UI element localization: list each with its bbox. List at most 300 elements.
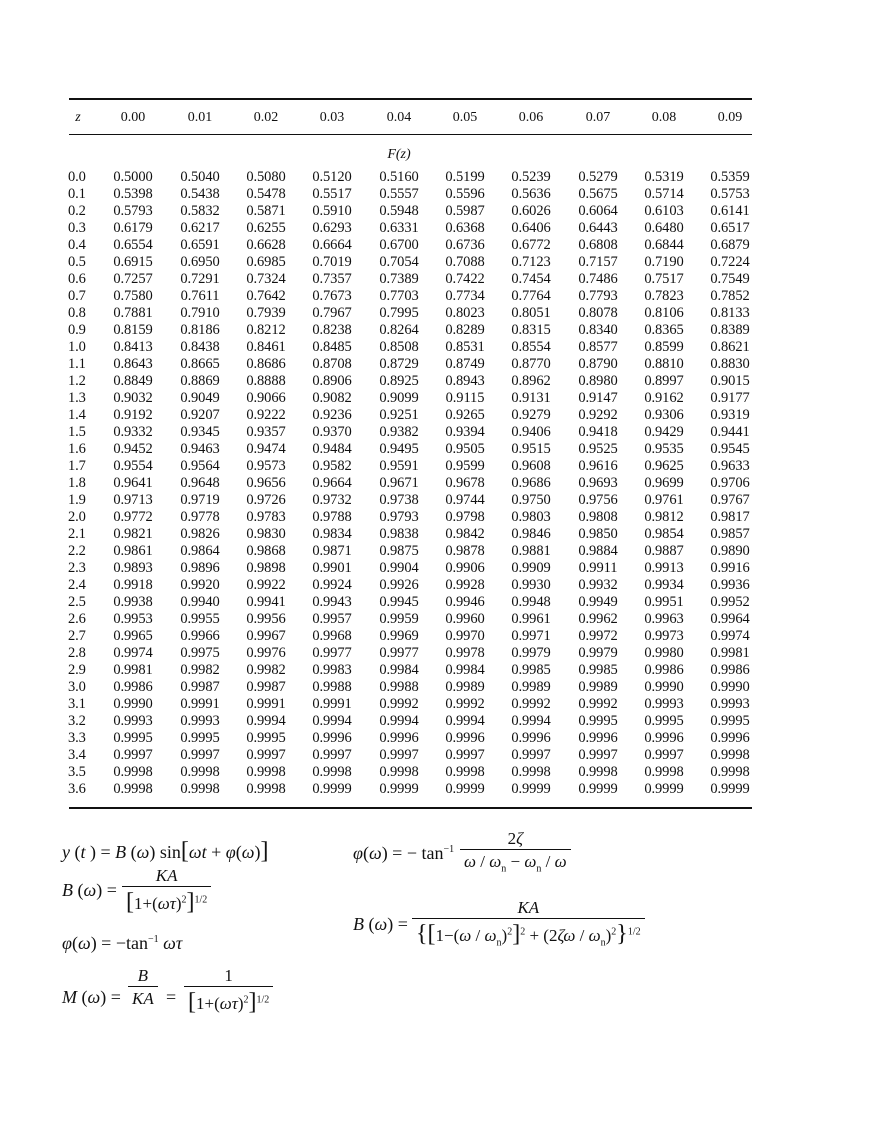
probability-cell: 0.5871	[246, 203, 286, 219]
probability-cell: 0.9996	[710, 730, 750, 746]
probability-cell: 0.9998	[113, 781, 153, 797]
probability-cell: 0.8749	[445, 356, 485, 372]
probability-cell: 0.9893	[113, 560, 153, 576]
z-value-cell: 3.4	[68, 747, 86, 763]
probability-cell: 0.6554	[113, 237, 153, 253]
table-row	[0, 339, 885, 356]
probability-cell: 0.7580	[113, 288, 153, 304]
table-row	[0, 441, 885, 458]
probability-cell: 0.9941	[246, 594, 286, 610]
probability-cell: 0.7611	[180, 288, 220, 304]
probability-cell: 0.9898	[246, 560, 286, 576]
probability-cell: 0.9842	[445, 526, 485, 542]
probability-cell: 0.9964	[710, 611, 750, 627]
probability-cell: 0.7793	[578, 288, 618, 304]
probability-cell: 0.9995	[113, 730, 153, 746]
probability-cell: 0.6915	[113, 254, 153, 270]
probability-cell: 0.9979	[511, 645, 551, 661]
probability-cell: 0.8830	[710, 356, 750, 372]
table-row	[0, 254, 885, 271]
probability-cell: 0.9693	[578, 475, 618, 491]
probability-cell: 0.7291	[180, 271, 220, 287]
probability-cell: 0.9875	[379, 543, 419, 559]
probability-cell: 0.9973	[644, 628, 684, 644]
probability-cell: 0.8849	[113, 373, 153, 389]
probability-cell: 0.6103	[644, 203, 684, 219]
probability-cell: 0.9994	[445, 713, 485, 729]
probability-cell: 0.9978	[445, 645, 485, 661]
probability-cell: 0.9993	[113, 713, 153, 729]
probability-cell: 0.9641	[113, 475, 153, 491]
probability-cell: 0.9994	[246, 713, 286, 729]
probability-cell: 0.9884	[578, 543, 618, 559]
z-value-cell: 2.8	[68, 645, 86, 661]
probability-cell: 0.9999	[710, 781, 750, 797]
probability-cell: 0.9989	[578, 679, 618, 695]
probability-cell: 0.9616	[578, 458, 618, 474]
table-row	[0, 679, 885, 696]
first-order-amplitude-fraction: KA $[1+(\omega\tau)^2]^{1/2}$	[122, 866, 211, 916]
probability-cell: 0.9938	[113, 594, 153, 610]
probability-cell: 0.8508	[379, 339, 419, 355]
table-row	[0, 458, 885, 475]
probability-cell: 0.5557	[379, 186, 419, 202]
probability-cell: 0.5000	[113, 169, 153, 185]
probability-cell: 0.9996	[312, 730, 352, 746]
column-header: 0.02	[253, 110, 279, 125]
probability-cell: 0.5596	[445, 186, 485, 202]
probability-cell: 0.5040	[180, 169, 220, 185]
probability-cell: 0.8943	[445, 373, 485, 389]
probability-cell: 0.9099	[379, 390, 419, 406]
probability-cell: 0.9515	[511, 441, 551, 457]
fz-subheader: F(z)	[387, 147, 411, 162]
probability-cell: 0.9306	[644, 407, 684, 423]
probability-cell: 0.9608	[511, 458, 551, 474]
probability-cell: 0.8888	[246, 373, 286, 389]
probability-cell: 0.9686	[511, 475, 551, 491]
column-header: 0.03	[319, 110, 345, 125]
probability-cell: 0.7190	[644, 254, 684, 270]
probability-cell: 0.9525	[578, 441, 618, 457]
probability-cell: 0.9932	[578, 577, 618, 593]
table-row	[0, 764, 885, 781]
probability-cell: 0.9986	[710, 662, 750, 678]
z-value-cell: 2.3	[68, 560, 86, 576]
probability-cell: 0.9999	[312, 781, 352, 797]
probability-cell: 0.9997	[180, 747, 220, 763]
probability-cell: 0.9890	[710, 543, 750, 559]
z-value-cell: 2.1	[68, 526, 86, 542]
probability-cell: 0.9573	[246, 458, 286, 474]
probability-cell: 0.9826	[180, 526, 220, 542]
probability-cell: 0.7088	[445, 254, 485, 270]
probability-cell: 0.9131	[511, 390, 551, 406]
probability-cell: 0.9222	[246, 407, 286, 423]
column-header: 0.00	[120, 110, 146, 125]
probability-cell: 0.9394	[445, 424, 485, 440]
probability-cell: 0.9909	[511, 560, 551, 576]
table-row	[0, 509, 885, 526]
probability-cell: 0.6950	[180, 254, 220, 270]
probability-cell: 0.9713	[113, 492, 153, 508]
probability-cell: 0.9726	[246, 492, 286, 508]
probability-cell: 0.9236	[312, 407, 352, 423]
probability-cell: 0.9798	[445, 509, 485, 525]
probability-cell: 0.9265	[445, 407, 485, 423]
probability-cell: 0.8264	[379, 322, 419, 338]
probability-cell: 0.6255	[246, 220, 286, 236]
z-value-cell: 2.9	[68, 662, 86, 678]
table-row	[0, 713, 885, 730]
probability-cell: 0.9998	[379, 764, 419, 780]
probability-cell: 0.9678	[445, 475, 485, 491]
probability-cell: 0.9066	[246, 390, 286, 406]
probability-cell: 0.9991	[246, 696, 286, 712]
probability-cell: 0.5910	[312, 203, 352, 219]
probability-cell: 0.9906	[445, 560, 485, 576]
probability-cell: 0.9974	[113, 645, 153, 661]
probability-cell: 0.9887	[644, 543, 684, 559]
z-value-cell: 1.7	[68, 458, 86, 474]
table-row	[0, 747, 885, 764]
probability-cell: 0.9793	[379, 509, 419, 525]
probability-cell: 0.6026	[511, 203, 551, 219]
probability-cell: 0.9968	[312, 628, 352, 644]
table-row	[0, 220, 885, 237]
z-value-cell: 3.5	[68, 764, 86, 780]
probability-cell: 0.9850	[578, 526, 618, 542]
probability-cell: 0.8289	[445, 322, 485, 338]
probability-cell: 0.9999	[644, 781, 684, 797]
probability-cell: 0.9994	[312, 713, 352, 729]
probability-cell: 0.9838	[379, 526, 419, 542]
probability-cell: 0.9962	[578, 611, 618, 627]
probability-cell: 0.9997	[379, 747, 419, 763]
probability-cell: 0.9974	[710, 628, 750, 644]
z-value-cell: 0.7	[68, 288, 86, 304]
probability-cell: 0.9997	[644, 747, 684, 763]
magnitude-ratio-formula: M (ω) =	[62, 987, 121, 1007]
probability-cell: 0.7703	[379, 288, 419, 304]
table-row	[0, 781, 885, 798]
probability-cell: 0.9993	[710, 696, 750, 712]
probability-cell: 0.9821	[113, 526, 153, 542]
probability-cell: 0.8665	[180, 356, 220, 372]
probability-cell: 0.9985	[511, 662, 551, 678]
table-header	[0, 110, 885, 130]
probability-cell: 0.9991	[312, 696, 352, 712]
equals-sign: =	[166, 987, 177, 1007]
probability-cell: 0.6879	[710, 237, 750, 253]
probability-cell: 0.9969	[379, 628, 419, 644]
probability-cell: 0.9582	[312, 458, 352, 474]
probability-cell: 0.9956	[246, 611, 286, 627]
probability-cell: 0.9997	[445, 747, 485, 763]
probability-cell: 0.6664	[312, 237, 352, 253]
probability-cell: 0.9484	[312, 441, 352, 457]
probability-cell: 0.9995	[644, 713, 684, 729]
probability-cell: 0.9998	[180, 781, 220, 797]
probability-cell: 0.8729	[379, 356, 419, 372]
probability-cell: 0.6808	[578, 237, 618, 253]
probability-cell: 0.9495	[379, 441, 419, 457]
probability-cell: 0.8485	[312, 339, 352, 355]
z-value-cell: 1.4	[68, 407, 86, 423]
probability-cell: 0.9993	[644, 696, 684, 712]
probability-cell: 0.9977	[379, 645, 419, 661]
probability-cell: 0.7123	[511, 254, 551, 270]
probability-cell: 0.9984	[379, 662, 419, 678]
probability-cell: 0.9971	[511, 628, 551, 644]
probability-cell: 0.9418	[578, 424, 618, 440]
probability-cell: 0.9995	[710, 713, 750, 729]
probability-cell: 0.9998	[180, 764, 220, 780]
column-header: 0.01	[187, 110, 213, 125]
probability-cell: 0.9864	[180, 543, 220, 559]
probability-cell: 0.9732	[312, 492, 352, 508]
probability-cell: 0.9951	[644, 594, 684, 610]
column-header: 0.05	[452, 110, 478, 125]
column-header: 0.09	[717, 110, 743, 125]
probability-cell: 0.9988	[379, 679, 419, 695]
probability-cell: 0.6217	[180, 220, 220, 236]
table-top-rule	[69, 98, 752, 100]
probability-cell: 0.6443	[578, 220, 618, 236]
probability-cell: 0.9911	[578, 560, 618, 576]
z-value-cell: 1.3	[68, 390, 86, 406]
probability-cell: 0.9452	[113, 441, 153, 457]
probability-cell: 0.9995	[578, 713, 618, 729]
probability-cell: 0.5319	[644, 169, 684, 185]
probability-cell: 0.9648	[180, 475, 220, 491]
probability-cell: 0.7389	[379, 271, 419, 287]
probability-cell: 0.8925	[379, 373, 419, 389]
probability-cell: 0.9955	[180, 611, 220, 627]
probability-cell: 0.8365	[644, 322, 684, 338]
probability-cell: 0.9999	[379, 781, 419, 797]
probability-cell: 0.9994	[379, 713, 419, 729]
table-row	[0, 288, 885, 305]
probability-cell: 0.9930	[511, 577, 551, 593]
z-value-cell: 3.6	[68, 781, 86, 797]
probability-cell: 0.9406	[511, 424, 551, 440]
probability-cell: 0.6591	[180, 237, 220, 253]
z-value-cell: 3.0	[68, 679, 86, 695]
probability-cell: 0.8554	[511, 339, 551, 355]
z-value-cell: 2.7	[68, 628, 86, 644]
probability-cell: 0.9967	[246, 628, 286, 644]
probability-cell: 0.9961	[511, 611, 551, 627]
table-row	[0, 169, 885, 186]
probability-cell: 0.8438	[180, 339, 220, 355]
probability-cell: 0.9916	[710, 560, 750, 576]
probability-cell: 0.9992	[379, 696, 419, 712]
probability-cell: 0.9554	[113, 458, 153, 474]
probability-cell: 0.9998	[445, 764, 485, 780]
probability-cell: 0.7054	[379, 254, 419, 270]
z-value-cell: 2.5	[68, 594, 86, 610]
z-value-cell: 3.3	[68, 730, 86, 746]
probability-cell: 0.9332	[113, 424, 153, 440]
probability-cell: 0.6141	[710, 203, 750, 219]
probability-cell: 0.9996	[379, 730, 419, 746]
probability-cell: 0.9993	[180, 713, 220, 729]
z-value-cell: 2.4	[68, 577, 86, 593]
probability-cell: 0.5398	[113, 186, 153, 202]
probability-cell: 0.9878	[445, 543, 485, 559]
z-value-cell: 3.1	[68, 696, 86, 712]
probability-cell: 0.7764	[511, 288, 551, 304]
table-row	[0, 475, 885, 492]
probability-cell: 0.9834	[312, 526, 352, 542]
probability-cell: 0.8869	[180, 373, 220, 389]
z-value-cell: 1.5	[68, 424, 86, 440]
probability-cell: 0.8340	[578, 322, 618, 338]
probability-cell: 0.9857	[710, 526, 750, 542]
probability-cell: 0.8997	[644, 373, 684, 389]
probability-cell: 0.9783	[246, 509, 286, 525]
probability-cell: 0.9998	[312, 764, 352, 780]
column-header: 0.06	[518, 110, 544, 125]
probability-cell: 0.9953	[113, 611, 153, 627]
probability-cell: 0.9963	[644, 611, 684, 627]
probability-cell: 0.8133	[710, 305, 750, 321]
table-row	[0, 645, 885, 662]
probability-cell: 0.9945	[379, 594, 419, 610]
probability-cell: 0.9625	[644, 458, 684, 474]
probability-cell: 0.9896	[180, 560, 220, 576]
probability-cell: 0.9998	[113, 764, 153, 780]
probability-cell: 0.9936	[710, 577, 750, 593]
probability-cell: 0.7486	[578, 271, 618, 287]
probability-cell: 0.9357	[246, 424, 286, 440]
probability-cell: 0.8212	[246, 322, 286, 338]
z-value-cell: 0.2	[68, 203, 86, 219]
probability-cell: 0.9767	[710, 492, 750, 508]
z-value-cell: 1.1	[68, 356, 86, 372]
probability-cell: 0.9949	[578, 594, 618, 610]
probability-cell: 0.8023	[445, 305, 485, 321]
probability-cell: 0.9463	[180, 441, 220, 457]
z-value-cell: 2.2	[68, 543, 86, 559]
probability-cell: 0.8621	[710, 339, 750, 355]
probability-cell: 0.9429	[644, 424, 684, 440]
z-value-cell: 0.6	[68, 271, 86, 287]
probability-cell: 0.9015	[710, 373, 750, 389]
table-row	[0, 628, 885, 645]
probability-cell: 0.9319	[710, 407, 750, 423]
probability-cell: 0.9998	[578, 764, 618, 780]
probability-cell: 0.6844	[644, 237, 684, 253]
probability-cell: 0.9991	[180, 696, 220, 712]
probability-cell: 0.8315	[511, 322, 551, 338]
probability-cell: 0.9995	[246, 730, 286, 746]
probability-cell: 0.9032	[113, 390, 153, 406]
probability-cell: 0.9987	[180, 679, 220, 695]
probability-cell: 0.7910	[180, 305, 220, 321]
probability-cell: 0.9861	[113, 543, 153, 559]
probability-cell: 0.9924	[312, 577, 352, 593]
probability-cell: 0.9989	[511, 679, 551, 695]
probability-cell: 0.8186	[180, 322, 220, 338]
table-row	[0, 322, 885, 339]
probability-cell: 0.7324	[246, 271, 286, 287]
probability-cell: 0.8159	[113, 322, 153, 338]
table-row	[0, 492, 885, 509]
probability-cell: 0.9986	[644, 662, 684, 678]
probability-cell: 0.9998	[710, 764, 750, 780]
probability-cell: 0.9830	[246, 526, 286, 542]
probability-cell: 0.7224	[710, 254, 750, 270]
probability-cell: 0.9996	[578, 730, 618, 746]
table-row	[0, 696, 885, 713]
probability-cell: 0.9982	[246, 662, 286, 678]
probability-cell: 0.9998	[511, 764, 551, 780]
table-row	[0, 407, 885, 424]
probability-cell: 0.9983	[312, 662, 352, 678]
probability-cell: 0.9990	[644, 679, 684, 695]
table-row	[0, 543, 885, 560]
probability-cell: 0.9998	[644, 764, 684, 780]
probability-cell: 0.9545	[710, 441, 750, 457]
probability-cell: 0.9922	[246, 577, 286, 593]
probability-cell: 0.9854	[644, 526, 684, 542]
probability-cell: 0.9972	[578, 628, 618, 644]
response-formula: y (t ) = B (ω) sin[ωt + φ(ω)]	[62, 838, 269, 864]
first-order-amplitude-formula: B (ω) =	[62, 880, 117, 900]
z-value-cell: 2.0	[68, 509, 86, 525]
probability-cell: 0.9664	[312, 475, 352, 491]
probability-cell: 0.9812	[644, 509, 684, 525]
probability-cell: 0.9998	[246, 781, 286, 797]
probability-cell: 0.9656	[246, 475, 286, 491]
probability-cell: 0.9995	[180, 730, 220, 746]
column-header: 0.07	[585, 110, 611, 125]
probability-cell: 0.6517	[710, 220, 750, 236]
probability-cell: 0.5199	[445, 169, 485, 185]
table-row	[0, 611, 885, 628]
probability-cell: 0.7357	[312, 271, 352, 287]
probability-cell: 0.9928	[445, 577, 485, 593]
probability-cell: 0.9996	[644, 730, 684, 746]
probability-cell: 0.7852	[710, 288, 750, 304]
probability-cell: 0.5160	[379, 169, 419, 185]
probability-cell: 0.8810	[644, 356, 684, 372]
probability-cell: 0.5438	[180, 186, 220, 202]
probability-cell: 0.9981	[710, 645, 750, 661]
table-row	[0, 594, 885, 611]
table-header-rule	[69, 134, 752, 135]
z-column-header: z	[75, 110, 81, 125]
probability-cell: 0.9251	[379, 407, 419, 423]
table-row	[0, 373, 885, 390]
probability-cell: 0.8980	[578, 373, 618, 389]
probability-cell: 0.9633	[710, 458, 750, 474]
probability-cell: 0.9738	[379, 492, 419, 508]
probability-cell: 0.5714	[644, 186, 684, 202]
table-row	[0, 662, 885, 679]
probability-cell: 0.7673	[312, 288, 352, 304]
probability-cell: 0.9564	[180, 458, 220, 474]
probability-cell: 0.6406	[511, 220, 551, 236]
probability-cell: 0.9207	[180, 407, 220, 423]
probability-cell: 0.9926	[379, 577, 419, 593]
probability-cell: 0.7517	[644, 271, 684, 287]
second-order-amplitude-formula: B (ω) =	[353, 914, 408, 934]
probability-cell: 0.9997	[312, 747, 352, 763]
probability-cell: 0.9761	[644, 492, 684, 508]
